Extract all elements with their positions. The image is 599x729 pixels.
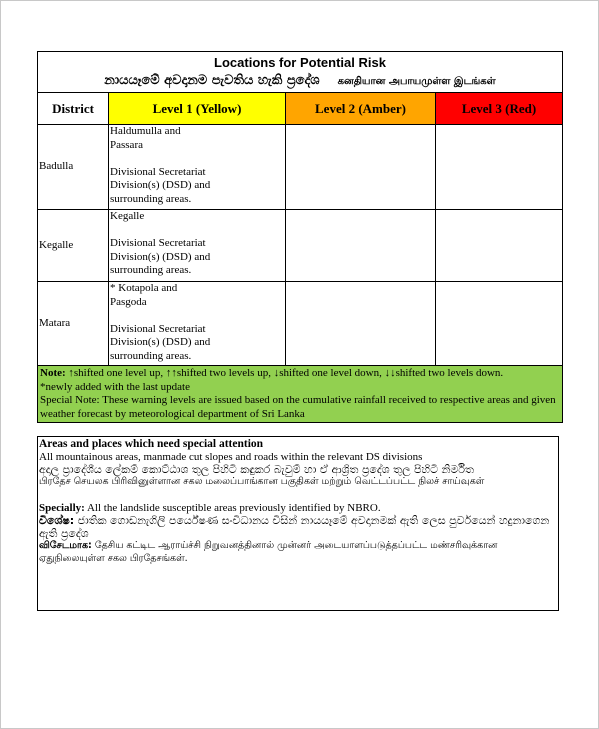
header-row [38, 93, 563, 125]
special-attention-box [37, 436, 559, 611]
header-district: District [38, 93, 109, 125]
table-title [38, 52, 563, 93]
note-newly-added: *newly added with the last update [40, 380, 190, 393]
level-1-line: Kegalle [110, 210, 145, 222]
level-1-line: surrounding areas. [110, 192, 192, 205]
level-1-cell [109, 125, 286, 210]
table-row [38, 282, 563, 366]
title-english: Locations for Potential Risk [214, 55, 386, 70]
visesham-label: விசேடமாக: [39, 540, 92, 551]
note-text: ↑shifted one level up, ↑↑shifted two levels up, ↓shifted one level down, ↓↓shifted two levels down. [65, 367, 504, 379]
attention-tamil: பிரதேச செயலக பிரிவினுள்ளான சகல மலைப்பாங்கான பகுதிகள் மற்றும் வெட்டப்பட்ட நிலச் சாய்வுகள் [39, 476, 485, 487]
note-legend [40, 367, 560, 381]
visheshaya-label: විශේෂ: [39, 514, 75, 527]
level-1-cell [109, 282, 286, 366]
specially-text: All the landslide susceptible areas previously identified by NBRO. [84, 501, 381, 514]
header-level-1: Level 1 (Yellow) [109, 93, 286, 125]
level-2-cell [286, 125, 436, 210]
special-note: Special Note: These warning levels are issued based on the cumulative rainfall received to respective areas and given weather forecast by meteorological department of Sri Lanka [40, 394, 556, 420]
table-row [38, 125, 563, 210]
risk-locations-table [37, 51, 563, 423]
level-2-cell [286, 282, 436, 366]
level-1-line: Divisional Secretariat [110, 322, 206, 335]
note-label: Note: [40, 367, 66, 379]
visheshaya-text: ජාතික ගොඩනැගිලි පර්යේෂණ සංවිධානය විසින් නායයෑමේ අවදානමක් ඇති ලෙස පුර්වයෙන් හදුනාගෙන ඇති ප්‍රදේශ [39, 514, 550, 540]
visesham-text: தேசிய கட்டிட ஆராய்ச்சி நிறுவனத்தினால் முன்னர் அடையாளப்படுத்தப்பட்ட மண்சரிவுக்கான ஏதுநிலையுள்ள சகல பிரதேசங்கள். [39, 540, 498, 564]
visesham-line [39, 540, 557, 565]
district-cell: Badulla [38, 125, 109, 210]
table-row [38, 210, 563, 282]
level-1-line: Divisional Secretariat [110, 237, 206, 250]
header-level-3: Level 3 (Red) [436, 93, 563, 125]
level-3-cell [436, 282, 563, 366]
level-1-line: Division(s) (DSD) and [110, 250, 211, 263]
note-section [38, 366, 563, 423]
level-1-line: Passara [110, 138, 143, 151]
level-1-cell [109, 210, 286, 282]
visheshaya-line [39, 514, 557, 540]
level-1-line: Division(s) (DSD) and [110, 336, 211, 349]
title-local-row [38, 72, 562, 91]
level-1-line: Pasgoda [110, 295, 147, 308]
level-3-cell [436, 210, 563, 282]
district-cell: Matara [38, 282, 109, 366]
attention-english: All mountainous areas, manmade cut slopes and roads within the relevant DS divisions [39, 450, 423, 463]
level-3-cell [436, 125, 563, 210]
title-sinhala: නායයෑමේ අවදානම පැවතිය හැකි ප්‍රදේශ [104, 73, 320, 88]
level-1-line: Division(s) (DSD) and [110, 179, 211, 192]
level-1-line: surrounding areas. [110, 349, 192, 362]
title-tamil: கனதியான அபாயமுள்ள இடங்கள் [337, 76, 496, 87]
level-1-line: surrounding areas. [110, 264, 192, 277]
specially-line [39, 502, 557, 515]
attention-sinhala: අදාල ප්‍රාදේශීය ලේකම් කොට්ඨාශ තුල පිහිටි කඳුකර බැවුම් හා ඒ ආශ්‍රිත ප්‍රදේශ තුල පිහිටි නිර්මිත [39, 463, 474, 476]
specially-label: Specially: [39, 501, 85, 514]
level-1-line: Divisional Secretariat [110, 165, 206, 178]
attention-heading: Areas and places which need special attention [39, 438, 264, 450]
level-1-line: * Kotapola and [110, 282, 178, 294]
district-cell: Kegalle [38, 210, 109, 282]
level-2-cell [286, 210, 436, 282]
header-level-2: Level 2 (Amber) [286, 93, 436, 125]
level-1-line: Haldumulla and [110, 125, 181, 137]
